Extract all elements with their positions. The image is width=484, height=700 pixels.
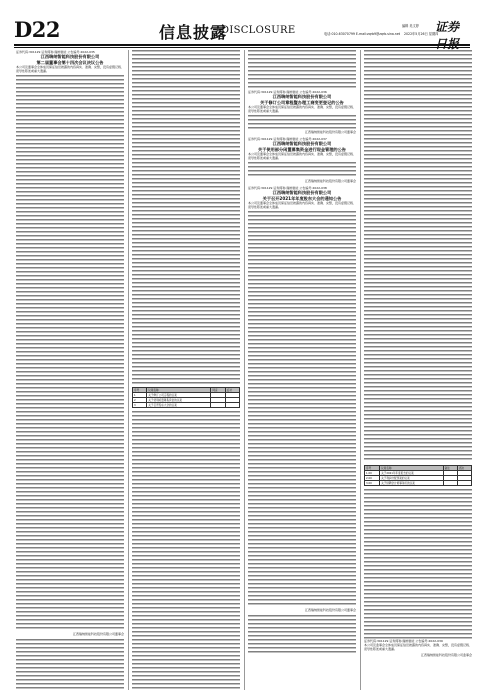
article-signer: 江西瑞纳智能科技股份有限公司监事会 [420,653,472,657]
table-row [365,481,472,486]
article-company: 江西瑞纳智能科技股份有限公司 [272,190,332,195]
article-body [132,50,240,384]
article-notice: 本公司及董事会全体成员保证信息披露的内容真实、准确、完整，没有虚假记载、误导性陈述或重大遗漏。 [16,65,124,73]
editor-credit: 编辑 吴文婷 [402,24,419,28]
table-row [133,403,240,408]
column-1 [16,50,124,690]
column-3 [248,50,356,690]
table-cell [225,403,239,408]
table-header-cell: 表决 [457,466,471,471]
column-2 [132,50,240,690]
article-code: 证券代码:301129 证券简称:瑞纳智能 公告编号:2022-038 [248,186,327,190]
article-code: 证券代码:301129 证券简称:瑞纳智能 公告编号:2022-035 [16,50,95,54]
table-header-cell: 同意 [211,388,225,393]
table-cell: 关于修订公司章程的议案 [147,393,211,398]
table-cell: 关于召开股东大会的议案 [147,403,211,408]
header-rule [14,44,470,46]
article-signer: 江西瑞纳智能科技股份有限公司董事会 [304,608,356,612]
article-body [248,615,356,655]
article-body [248,115,356,129]
article-body [364,50,472,462]
article-signer: 江西瑞纳智能科技股份有限公司董事会 [304,179,356,183]
article [248,137,356,160]
table-header-cell: 议案名称 [147,388,211,393]
table-cell: 1.00 [365,471,380,476]
column-4 [364,50,472,690]
table-cell: 关于利润分配预案的议案 [380,476,443,481]
article-company: 江西瑞纳智能科技股份有限公司 [272,141,332,146]
table-header-cell: 序号 [133,388,147,393]
table-cell: 关于2021年年度报告的议案 [380,471,443,476]
article-signer: 江西瑞纳智能科技股份有限公司董事会 [72,632,124,636]
table-cell: 2.00 [365,476,380,481]
article [248,186,356,209]
article-notice: 本公司及董事会全体成员保证信息披露的内容真实、准确、完整，没有虚假记载、误导性陈述或重大遗漏。 [248,105,356,113]
article-title: 第二届董事会第十四次会议决议公告 [36,59,104,65]
table-header-cell: 备注 [443,466,457,471]
table-cell: 关于续聘会计师事务所的议案 [380,481,443,486]
article-notice: 本公司及董事会全体成员保证信息披露的内容真实、准确、完整，没有虚假记载、误导性陈述或重大遗漏。 [248,201,356,209]
article-company: 江西瑞纳智能科技股份有限公司 [40,54,100,59]
newspaper-logo: 证券 [435,20,460,34]
table-cell: 2 [133,398,147,403]
article-body [132,411,240,690]
contact-info: 电话:010-63070799 E-mail:zqrb9@zqrb.sina.net [324,32,401,36]
page-number: D22 [14,17,60,42]
article-notice: 本公司及监事会全体成员保证信息披露的内容真实、准确、完整，没有虚假记载、误导性陈述或重大遗漏。 [364,643,472,651]
table-cell: 关于使用闲置募集资金的议案 [147,398,211,403]
article [248,90,356,113]
article-title: 关于召开2021年年度股东大会的通知公告 [262,195,342,201]
article-code: 证券代码:301129 证券简称:瑞纳智能 公告编号:2022-039 [364,639,443,643]
table-cell [443,481,457,486]
column-divider [244,50,245,690]
column-divider [360,50,361,690]
article [364,639,472,651]
data-table [364,465,472,486]
article-title: 关于使用部分闲置募集资金进行现金管理的公告 [258,146,346,152]
article-notice: 本公司及董事会全体成员保证信息披露的内容真实、准确、完整，没有虚假记载、误导性陈述或重大遗漏。 [248,152,356,160]
header-rule-thin [14,47,470,48]
section-title: 信息披露 [159,23,228,42]
table-header-cell: 议案名称 [380,466,443,471]
article-body [16,75,124,631]
article [16,50,124,73]
section-subtitle: DISCLOSURE [221,25,296,36]
table-cell [457,481,471,486]
table-cell: 1 [133,393,147,398]
masthead [14,17,470,42]
table-cell: 3.00 [365,481,380,486]
article-body [16,639,124,690]
article-body [248,162,356,178]
issue-date: 2022年5月26日 星期四 [404,32,439,36]
table-header-cell: 反对 [225,388,239,393]
article-signer: 江西瑞纳智能科技股份有限公司董事会 [304,130,356,134]
article-code: 证券代码:301129 证券简称:瑞纳智能 公告编号:2022-036 [248,90,327,94]
article-body [364,489,472,639]
column-divider [128,50,129,690]
table-cell: 3 [133,403,147,408]
article-body [248,211,356,607]
article-body [248,50,356,90]
article-company: 江西瑞纳智能科技股份有限公司 [272,94,332,99]
data-table [132,387,240,408]
article-code: 证券代码:301129 证券简称:瑞纳智能 公告编号:2022-037 [248,137,327,141]
table-cell [211,403,225,408]
article-title: 关于修订公司章程暨办理工商变更登记的公告 [260,99,344,105]
table-header-cell: 序号 [365,466,380,471]
